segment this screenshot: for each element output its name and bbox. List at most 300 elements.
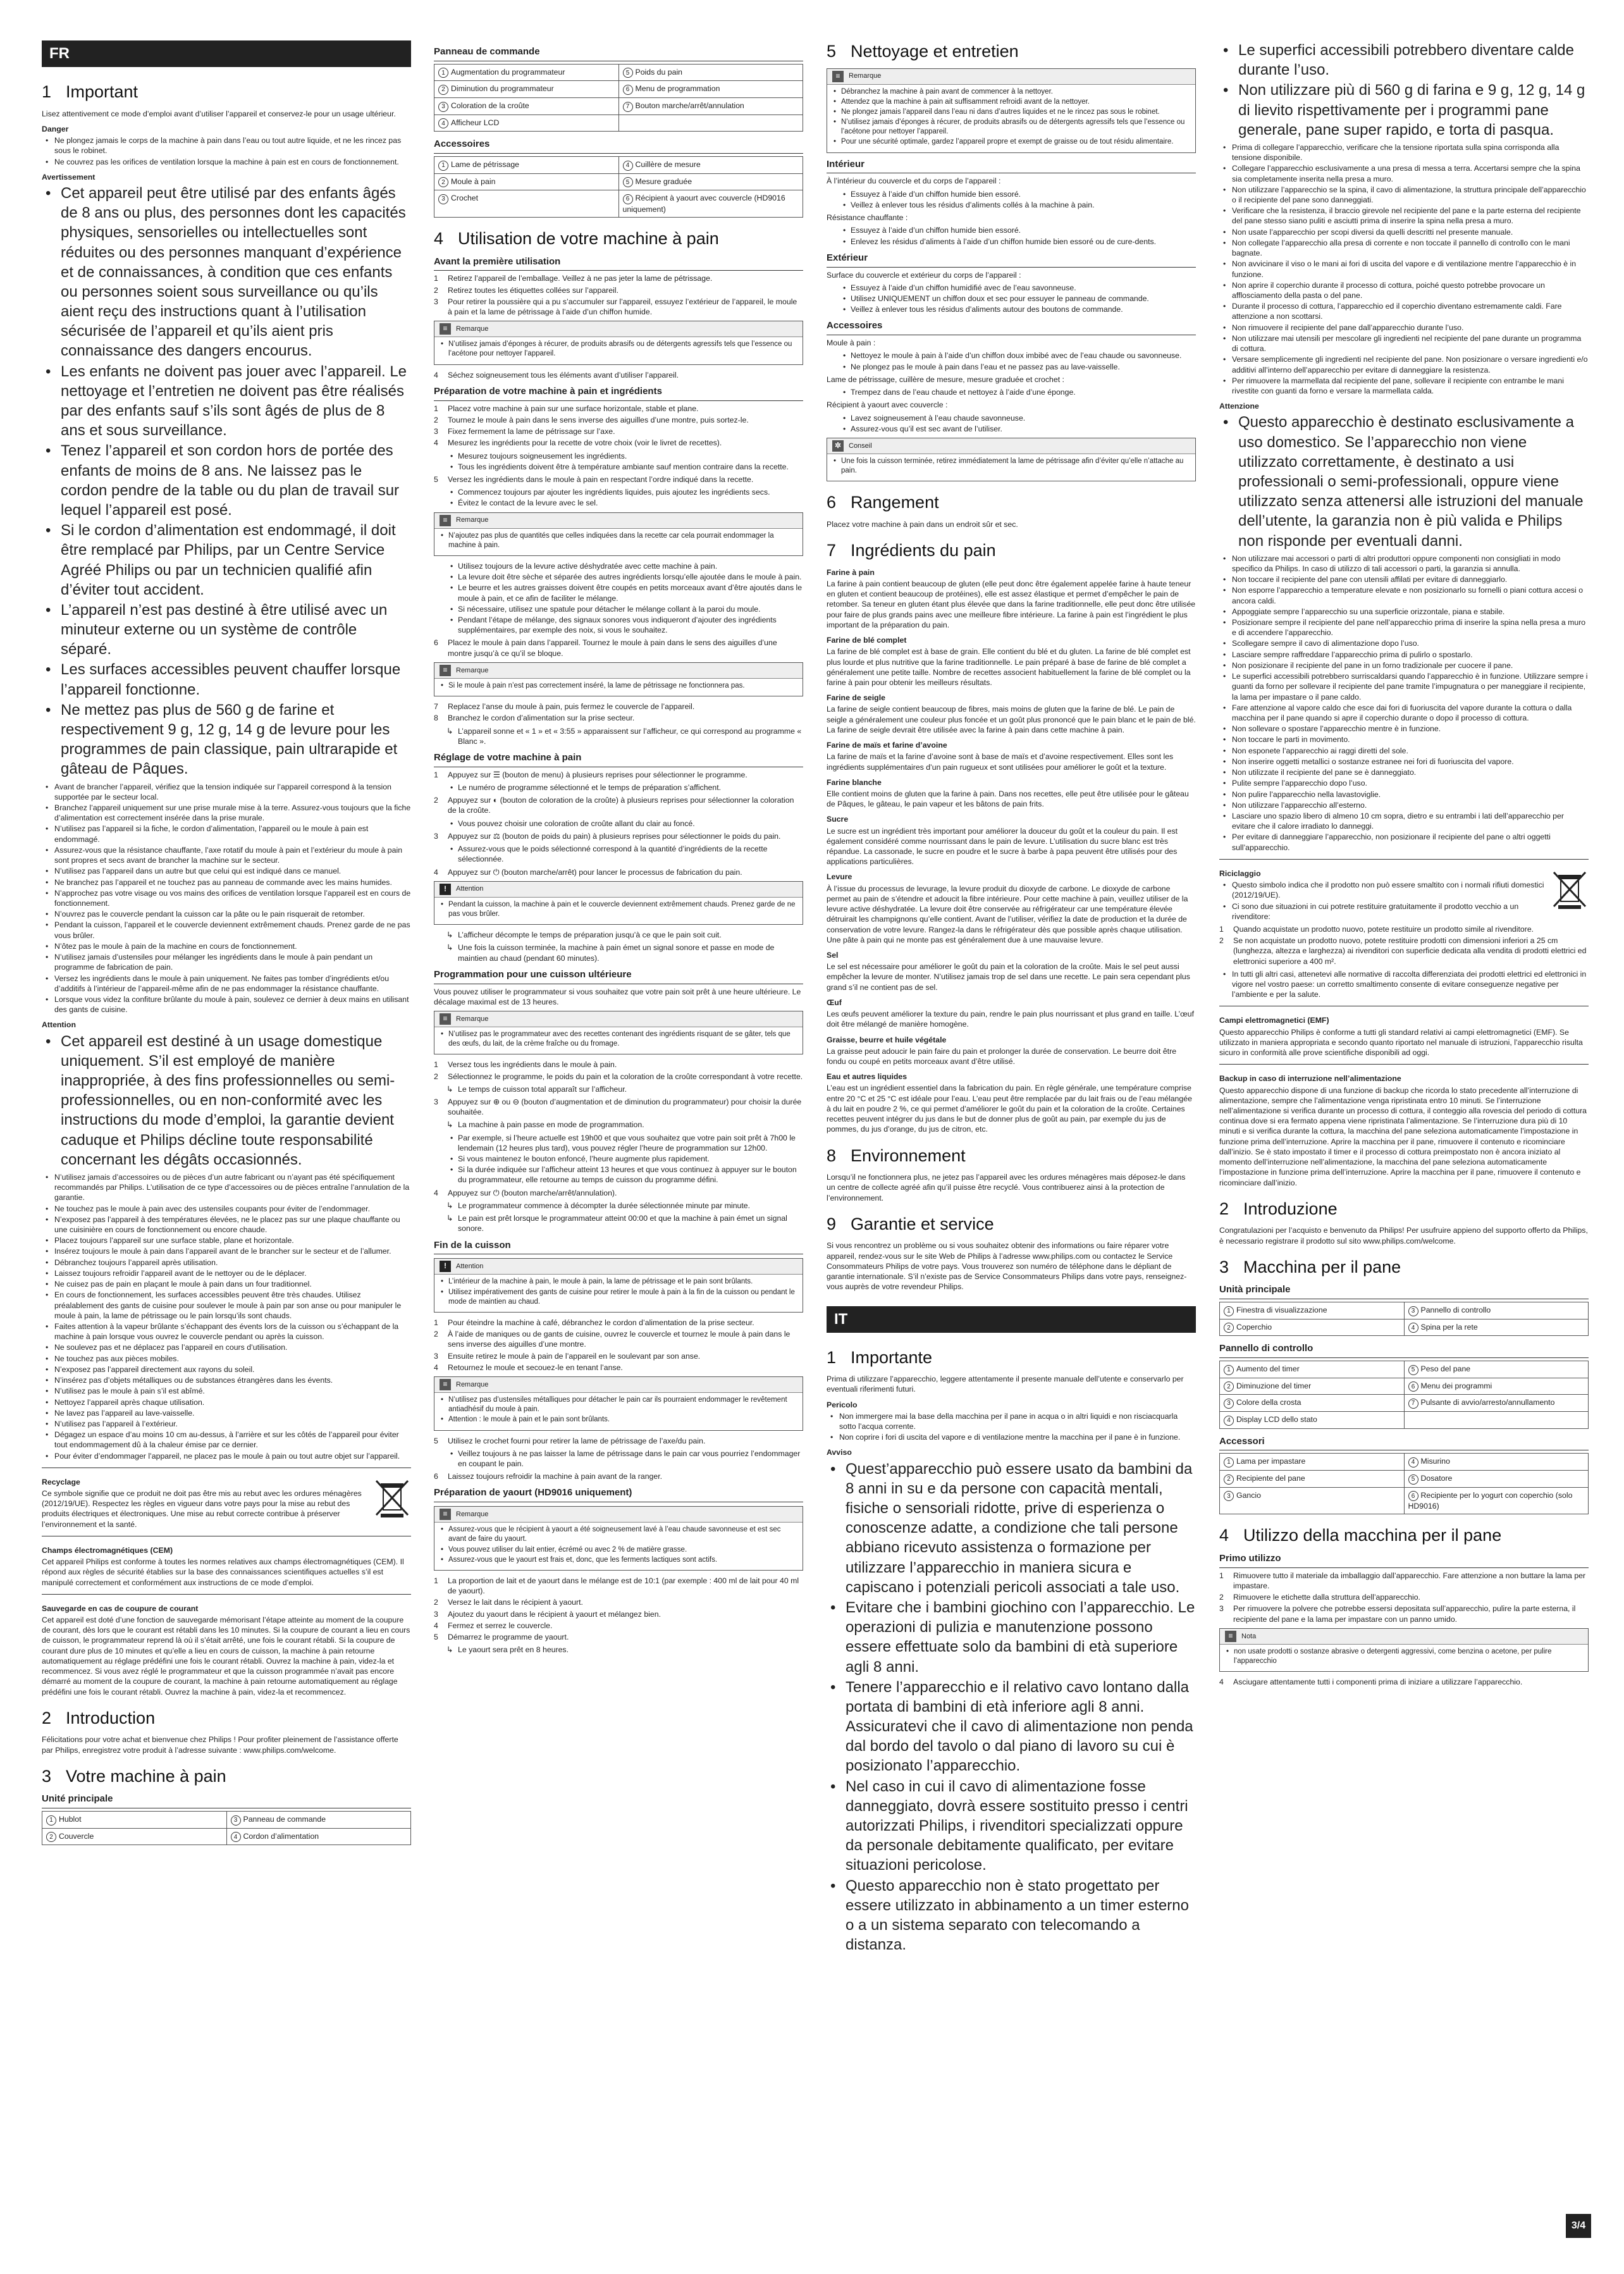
storage-text: Placez votre machine à pain dans un endroit sûr et sec. xyxy=(827,519,1018,529)
language-code: FR xyxy=(49,45,70,62)
list-item: • Si la durée indiquée sur l’afficheur atteint 13 heures et que vous continuez à appuyer sur le bouton du programmateur, elle retourne au temps de cuisson du programme défini. xyxy=(434,1165,803,1185)
table-row: 1 Hublot 3 Panneau de commande xyxy=(42,1812,411,1829)
table-row: 2 Diminution du programmateur 6 Menu de programmation xyxy=(434,81,803,98)
step: 4 Fermez et serrez le couvercle. xyxy=(434,1621,553,1630)
intro-text: Prima di utilizzare l’apparecchio, leggere attentamente il presente manuale dell’utente e conservarlo per eventuali riferimenti futuri. xyxy=(827,1375,1184,1394)
note-box: ≡ Remarque • N’ajoutez pas plus de quantités que celles indiquées dans la recette car cela pourrait endommager la machine à pain. xyxy=(434,512,803,556)
ingredient-heading: Sucre xyxy=(827,815,849,824)
step: 2 Tournez le moule à pain dans le sens inverse des aiguilles d’une montre, puis sortez-le. xyxy=(434,415,749,424)
preparation-heading: Préparation de votre machine à pain et ingrédients xyxy=(434,385,803,401)
backup-heading: Backup in caso di interruzione nell’alimentazione xyxy=(1219,1074,1401,1084)
intro-text: Lisez attentivement ce mode d’emploi avant d’utiliser l’appareil et conservez-le pour un usage ultérieur. xyxy=(42,109,396,118)
list-item: • Nettoyez le moule à pain à l’aide d’un chiffon doux imbibé avec de l’eau chaude ou savonneuse. xyxy=(827,350,1196,361)
list-item: • Non rimuovere il recipiente del pane dall’apparecchio durante l’uso. xyxy=(1219,323,1589,333)
result-text: ↳ L’appareil sonne et « 1 » et « 3:55 » apparaissent sur l’afficheur, ce qui correspond au programme « Blanc ». xyxy=(434,726,803,746)
language-bar-fr xyxy=(42,40,411,67)
danger-list xyxy=(42,135,411,167)
step: 4 Asciugare attentamente tutti i componenti prima di iniziare a utilizzare l’apparecchio. xyxy=(1219,1678,1523,1687)
list-item: • N’exposez pas l’appareil directement aux rayons du soleil. xyxy=(42,1364,411,1375)
result-text: ↳ Le pain est prêt lorsque le programmateur atteint 00:00 et que la machine à pain émet un signal sonore. xyxy=(434,1213,803,1233)
environment-text: Lorsqu’il ne fonctionnera plus, ne jetez pas l’appareil avec les ordures ménagères mais déposez-le dans un centre de collecte agréé afin qu’il puisse être recyclé. Vous contribuerez ainsi à la protection de l’environnement. xyxy=(827,1173,1186,1202)
list-item: • Les surfaces accessibles peuvent chauffer lorsque l’appareil fonctionne. xyxy=(42,660,411,699)
note-icon: ≡ xyxy=(1225,1631,1236,1642)
list-item: • Non utilizzare mai accessori o parti di altri produttori oppure componenti non consigliati in modo specifico da Philips. In caso di utilizzo di tali accessori o parti, la garanzia si annulla. xyxy=(1219,553,1589,574)
ingredient-text: La graisse peut adoucir le pain faire du pain et prolonger la durée de conservation. Le beurre doit être fondu ou coupé en petits morceaux avant d’être utilisé. xyxy=(827,1046,1177,1066)
step: 3 Appuyez sur ⊕ ou ⊖ (bouton d’augmentation et de diminution du programmateur) pour choisir la durée souhaitée. xyxy=(434,1097,802,1117)
list-item: • Le numéro de programme sélectionné et le temps de préparation s’affichent. xyxy=(434,782,803,793)
step: 3 Per rimuovere la polvere che potrebbe essersi depositata sull’apparecchio, pulire la parte esterna, il recipiente del pane e la lama per impastare con un panno umido. xyxy=(1219,1604,1576,1624)
table-row: 3 Crochet 6 Récipient à yaourt avec couvercle (HD9016 uniquement) xyxy=(434,190,803,218)
ingredient-heading: Graisse, beurre et huile végétale xyxy=(827,1035,947,1044)
yogurt-heading: Préparation de yaourt (HD9016 uniquement) xyxy=(434,1486,803,1502)
paragraph: Lame de pétrissage, cuillère de mesure, mesure graduée et crochet : xyxy=(827,374,1064,384)
main-unit-heading: Unità principale xyxy=(1219,1283,1589,1299)
note-box: ≡ Remarque • N’utilisez jamais d’éponges à récurer, de produits abrasifs ou de détergents agressifs tels que l’essence ou l’acétone pour nettoyer l’appareil. xyxy=(434,321,803,364)
list-item: • Collegare l’apparecchio esclusivamente a una presa di messa a terra. Accertarsi sempre che la spina sia completamente inserita nella presa a muro. xyxy=(1219,163,1589,183)
list-item: • Veillez toujours à ne pas laisser la lame de pétrissage dans le pain car vous pourriez l’endommager en coupant le pain. xyxy=(434,1449,803,1469)
step: 3 Pour retirer la poussière qui a pu s’accumuler sur l’appareil, essuyez l’extérieur de l’appareil, le moule à pain et la lame de pétrissage à l’aide d’un chiffon humide. xyxy=(434,297,797,317)
step: 1 Versez tous les ingrédients dans le moule à pain. xyxy=(434,1060,617,1070)
step: 3 Ensuite retirez le moule à pain de l’appareil en le soulevant par son anse. xyxy=(434,1351,701,1361)
list-item: • Enlevez les résidus d’aliments à l’aide d’un chiffon humide bien essoré ou de cure-dents. xyxy=(827,237,1196,247)
delay-timer-text: Vous pouvez utiliser le programmateur si vous souhaitez que votre pain soit prêt à une heure ultérieure. Le décalage maximal est de 13 heures. xyxy=(434,987,801,1006)
list-item: • Non posizionare il recipiente del pane in un forno tradizionale per cuocere il pane. xyxy=(1219,660,1589,670)
backup-section xyxy=(42,1594,411,1697)
warning-heading: Avviso xyxy=(827,1448,852,1457)
language-bar-it xyxy=(827,1306,1196,1333)
note-box: ≡ Remarque • Si le moule à pain n’est pas correctement inséré, la lame de pétrissage ne fonctionnera pas. xyxy=(434,662,803,696)
list-item: • Trempez dans de l’eau chaude et nettoyez à l’aide d’une éponge. xyxy=(827,387,1196,397)
step: 3 Fixez fermement la lame de pétrissage sur l’axe. xyxy=(434,427,615,436)
list-item: • Ne branchez pas l’appareil et ne touchez pas au panneau de commande avec les mains humides. xyxy=(42,877,411,887)
emf-heading: Campi elettromagnetici (EMF) xyxy=(1219,1016,1329,1025)
list-item: • Non esporre l’apparecchio a temperature elevate e non posizionarlo su fornelli o piani cottura accesi o ancora caldi. xyxy=(1219,585,1589,605)
ingredient-text: La farine à pain contient beaucoup de gluten (elle peut donc être également appelée farine à haute teneur en gluten et contient beaucoup de protéines), elle est assez élastique et permet d’empêcher le pain de retomber. Sa teneur en gluten étant plus élevée que dans la farine traditionnelle, elle peut donc être utilisée pour faire de plus grands pains avec une meilleure fibre intérieure. La farine à pain est l’ingrédient le plus important de la préparation du pain. xyxy=(827,579,1196,629)
backup-text: Questo apparecchio dispone di una funzione di backup che ricorda lo stato precedente all’interruzione di alimentazione, sempre che l’alimentazione venga ripristinata entro 10 minuti. Se l’interruzione nell’alimentazione si verifica durante un processo di cottura, il conteggio alla rovescia del periodo di cottura continua dove si era fermato appena viene ripristinata l’alimentazione. Se l’interruzione dura più di 10 minuti e si verifica durante la cottura, la macchina del pane seleziona automaticamente l’impostazione in funzione prima dell’interruzione. Aprire la macchina per il pane, rimuovere il contenuto e ricominciare dall’inizio. Se è stato impostato il timer e il processo di cottura preimpostato non è ancora iniziato al momento dell’interruzione nell’alimentazione, la macchina del pane seleziona automaticamente l’impostazione in funzione prima dell’interruzione. Aprire la macchina per il pane, rimuovere il contenuto e ricominciare dall’inizio. xyxy=(1219,1085,1587,1187)
section-heading: 9 Garantie et service xyxy=(827,1214,994,1233)
control-panel-table xyxy=(1219,1361,1589,1428)
tip-box: ✲ Conseil • Une fois la cuisson terminée, retirez immédiatement la lame de pétrissage afin d’éviter qu’elle n’attache au pain. xyxy=(827,438,1196,481)
list-item: • Pendant la cuisson, la machine à pain et le couvercle deviennent extrêmement chauds. Prenez garde de ne pas vous brûler. xyxy=(440,900,797,919)
recycling-heading: Recyclage xyxy=(42,1477,80,1486)
list-item: • N’utilisez pas l’appareil à l’extérieur. xyxy=(42,1419,411,1429)
list-item: • Essuyez à l’aide d’un chiffon humide bien essoré. xyxy=(827,225,1196,235)
list-item: • Utilisez UNIQUEMENT un chiffon doux et sec pour essuyer le panneau de commande. xyxy=(827,294,1196,304)
list-item: • Versez les ingrédients dans le moule à pain uniquement. Ne faites pas tomber d’ingrédients et/ou d’additifs à l’intérieur de l’appareil-même afin de ne pas endommager la résistance chauffante. xyxy=(42,973,411,994)
list-item: • Non coprire i fori di uscita del vapore e di ventilazione mentre la macchina per il pane è in funzione. xyxy=(827,1432,1196,1442)
list-item: • Non utilizzate il recipiente del pane se è danneggiato. xyxy=(1219,767,1589,777)
step: 5 Utilisez le crochet fourni pour retirer la lame de pétrissage de l’axe/du pain. xyxy=(434,1436,706,1445)
main-unit-heading: Unité principale xyxy=(42,1793,411,1808)
note-icon: ≡ xyxy=(832,71,844,82)
ingredient-heading: Farine blanche xyxy=(827,777,882,787)
list-item: • Si le cordon d’alimentation est endommagé, il doit être remplacé par Philips, par un Centre Service Agréé Philips ou par un technicien qualifié afin d’éviter tout accident. xyxy=(42,521,411,600)
recycling-heading: Riciclaggio xyxy=(1219,868,1261,878)
ingredient-text: À l’issue du processus de levurage, la levure produit du dioxyde de carbone. Le dioxyde de carbone permet au pain de s’étendre et adoucit la fibre intérieure. Pour cette machine à pain, veuillez utiliser de la levure active déshydratée. La levure doit être conservée au réfrigérateur car une température élevée détruirait les champignons qu’elle contient. Avant de l’utiliser, vérifiez la date de production et la durée de conservation de votre levure. Rangez-la dans le réfrigérateur dès que possible après chaque utilisation. Une pâte à pain qui ne monte pas est généralement due à une mauvaise levure. xyxy=(827,884,1188,944)
recycling-text: Ce symbole signifie que ce produit ne doit pas être mis au rebut avec les ordures ménagères (2012/19/UE). Respectez les règles en vigueur dans votre pays pour la mise au rebut des produits électriques et électroniques. Une mise au rebut correcte contribue à préserver l’environnement et la santé. xyxy=(42,1489,362,1529)
warranty-text: Si vous rencontrez un problème ou si vous souhaitez obtenir des informations ou faire réparer votre appareil, rendez-vous sur le site Web de Philips à l’adresse www.philips.com ou contactez le Service Consommateurs Philips de votre pays. Vous trouverez son numéro de téléphone dans le dépliant de garantie internationale. S’il n’existe pas de Service Consommateurs Philips dans votre pays, renseignez-vous auprès de votre revendeur Philips. xyxy=(827,1241,1187,1292)
list-item: • non usate prodotti o sostanze abrasive o detergenti aggressivi, come benzina o acetone, per pulire l’apparecchio xyxy=(1225,1647,1583,1666)
column-2 xyxy=(434,40,803,1657)
list-item: • Commencez toujours par ajouter les ingrédients liquides, puis ajoutez les ingrédients secs. xyxy=(434,487,803,497)
section-heading: 8 Environnement xyxy=(827,1146,966,1165)
note-box: ≡ Nota • non usate prodotti o sostanze abrasive o detergenti aggressivi, come benzina o acetone, per pulire l’apparecchio xyxy=(1219,1628,1589,1672)
control-panel-table xyxy=(434,64,803,132)
step: 2 Appuyez sur ◐ (bouton de coloration de la croûte) à plusieurs reprises pour sélectionner la coloration de la croûte. xyxy=(434,796,794,815)
ingredient-text: La farine de seigle contient beaucoup de fibres, mais moins de gluten que la farine de blé. Le pain de seigle a généralement une couleur plus foncée et un goût plus prononcé que le pain blanc et le pain de blé. La farine de seigle devrait être utilisée avec la farine à pain dans cette machine à pain. xyxy=(827,705,1196,734)
list-item: • Les enfants ne doivent pas jouer avec l’appareil. Le nettoyage et l’entretien ne doivent pas être réalisés par des enfants sauf s’ils sont âgés de plus de 8 ans et sous surveillance. xyxy=(42,362,411,441)
table-row: 2 Diminuzione del timer 6 Menu dei programmi xyxy=(1220,1378,1589,1395)
list-item: • Cet appareil peut être utilisé par des enfants âgés de 8 ans ou plus, des personnes dont les capacités physiques, sensorielles ou intellectuelles sont réduites ou des personnes manquant d’expérience et de connaissances, à condition que ces enfants ou personnes soient sous surveillance ou qu’ils aient reçu des instructions quant à l’utilisation sécurisée de l’appareil et qu’ils aient pris connaissance des dangers encourus. xyxy=(42,183,411,361)
step: 1 Quando acquistate un prodotto nuovo, potete restituire un prodotto simile al rivenditore. xyxy=(1219,924,1534,934)
list-item: • Lasciare sempre raffreddare l’apparecchio prima di pulirlo o spostarlo. xyxy=(1219,650,1589,660)
list-item: • L’appareil n’est pas destiné à être utilisé avec un minuteur externe ou un système de contrôle séparé. xyxy=(42,600,411,660)
list-item: • Veillez à enlever tous les résidus d’aliments autour des boutons de commande. xyxy=(827,304,1196,314)
list-item: • Assurez-vous que le yaourt est frais et, donc, que les ferments lactiques sont actifs. xyxy=(440,1555,797,1565)
ingredient-text: L’eau est un ingrédient essentiel dans la fabrication du pain. En règle générale, une température comprise entre 20 °C et 25 °C est idéale pour l’eau. L’eau peut être remplacée par du lait frais ou de l’eau mélangée à du lait en poudre 2 %, ce qui permet d’améliorer le goût du pain et la coloration de la croûte. Certaines recettes peuvent intégrer du jus dans le but de donner plus de goût au pain, par exemple du jus de pommes, du jus d’orange, du jus de citron, etc. xyxy=(827,1084,1192,1134)
step: 1 Placez votre machine à pain sur une surface horizontale, stable et plane. xyxy=(434,404,699,413)
list-item: • En cours de fonctionnement, les surfaces accessibles peuvent être très chaudes. Utilisez préalablement des gants de cuisine pour soulever le moule à pain par son anse ou pour manipuler le moule à pain, la lame de pétrissage ou le pain lorsqu’ils sont chauds. xyxy=(42,1290,411,1321)
list-item: • Non collegate l’apparecchio alla presa di corrente e non toccate il pannello di controllo con le mani bagnate. xyxy=(1219,238,1589,258)
list-item: • Posizionare sempre il recipiente del pane nell’apparecchio prima di inserire la spina nella presa a muro e di accendere l’apparecchio. xyxy=(1219,617,1589,638)
list-item: • Essuyez à l’aide d’un chiffon humide bien essoré. xyxy=(827,189,1196,199)
list-item: • N’utilisez jamais d’accessoires ou de pièces d’un autre fabricant ou n’ayant pas été spécifiquement recommandés par Philips. L’utilisation de ce type d’accessoires ou de pièces entraîne l’annulation de la garantie. xyxy=(42,1172,411,1203)
list-item: • Lavez soigneusement à l’eau chaude savonneuse. xyxy=(827,413,1196,423)
list-item: • Non esponete l’apparecchio ai raggi diretti del sole. xyxy=(1219,746,1589,756)
warning-heading: Avertissement xyxy=(42,172,95,182)
list-item: • Non sollevare o spostare l’apparecchio mentre è in funzione. xyxy=(1219,724,1589,734)
ingredient-text: Le sucre est un ingrédient très important pour améliorer la douceur du goût et la couleur du pain. Il est également considéré comme nourrissant dans le pain de levure. L’utilisation du sucre blanc est très répandue. La cassonade, le sucre en poudre et le sucre à barbe à papa peuvent être utilisés pour des applications particulières. xyxy=(827,826,1178,867)
list-item: • Le superfici accessibili potrebbero diventare calde durante l’uso. xyxy=(1219,40,1589,80)
list-item: • Le beurre et les autres graisses doivent être coupés en petits morceaux avant d’être ajoutés dans le moule à pain, et ce afin de faciliter le mélange. xyxy=(434,583,803,603)
caution-heading: Attention xyxy=(42,1020,76,1030)
list-item: • Ne lavez pas l’appareil au lave-vaisselle. xyxy=(42,1408,411,1418)
ingredient-heading: Farine de blé complet xyxy=(827,636,907,645)
exclamation-icon: ! xyxy=(440,1261,451,1272)
list-item: • Questo apparecchio è destinato esclusivamente a uso domestico. Se l’apparecchio non viene utilizzato correttamente, è destinato a usi professionali o semi-professionali, oppure viene utilizzato senza attenersi alle istruzioni del manuale dell’utente, la garanzia non è più valida e Philips non risponde per eventuali danni. xyxy=(1219,412,1589,550)
warning-list-large xyxy=(42,183,411,779)
ingredient-heading: Farine de maïs et farine d’avoine xyxy=(827,741,947,750)
paragraph: Résistance chauffante : xyxy=(827,213,908,223)
interior-heading: Intérieur xyxy=(827,158,1196,174)
list-item: • N’utilisez jamais d’éponges à récurer, de produits abrasifs ou de détergents agressifs tels que l’essence ou l’acétone pour nettoyer l’appareil. xyxy=(440,340,797,359)
note-box: ≡ Remarque • Débranchez la machine à pain avant de commencer à la nettoyer. • Attendez que la machine à pain ait suffisamment refroidi avant de la nettoyer. • Ne plongez jamais l’appareil dans l’eau ni dans d’autres liquides et ne le rincez pas sous le robinet. • N’utilisez jamais d’éponges à récurer, de produits abrasifs ou de détergents agressifs tels que l’essence ou l’acétone pour nettoyer l’appareil. • Pour une sécurité optimale, gardez l’appareil propre et exempt de graisse ou de tout résidu alimentaire. xyxy=(827,68,1196,153)
list-item: • Si le moule à pain n’est pas correctement inséré, la lame de pétrissage ne fonctionnera pas. xyxy=(440,681,797,691)
list-item: • Ne soulevez pas et ne déplacez pas l’appareil en cours d’utilisation. xyxy=(42,1342,411,1352)
tip-icon: ✲ xyxy=(832,440,844,452)
list-item: • Le superfici accessibili potrebbero surriscaldarsi quando l’apparecchio è in funzione. Utilizzare sempre i guanti da forno per sollevare il recipiente del pane tramite l’impugnatura o per maneggiare il recipiente, la lama per impastare o il pane caldo. xyxy=(1219,671,1589,702)
list-item: • Tenez l’appareil et son cordon hors de portée des enfants de moins de 8 ans. Ne laissez pas le cordon pendre de la table ou du plan de travail sur lequel l’appareil est posé. xyxy=(42,441,411,520)
list-item: • Attention : le moule à pain et le pain sont brûlants. xyxy=(440,1415,797,1424)
list-item: • N’utilisez pas le programmateur avec des recettes contenant des ingrédients risquant de se gâter, tels que des œufs, du lait, de la crème fraîche ou du fromage. xyxy=(440,1030,797,1049)
list-item: • Ne cuisez pas de pain en plaçant le moule à pain dans un four traditionnel. xyxy=(42,1279,411,1289)
ingredient-heading: Eau et autres liquides xyxy=(827,1072,907,1082)
list-item: • Questo simbolo indica che il prodotto non può essere smaltito con i normali rifiuti domestici (2012/19/UE). xyxy=(1219,880,1544,900)
control-panel-heading: Panneau de commande xyxy=(434,46,803,61)
list-item: • Pour une sécurité optimale, gardez l’appareil propre et exempt de graisse ou de tout résidu alimentaire. xyxy=(832,137,1190,147)
list-item: • Essuyez à l’aide d’un chiffon humidifié avec de l’eau savonneuse. xyxy=(827,283,1196,293)
table-row: 3 Colore della crosta 7 Pulsante di avvio/arresto/annullamento xyxy=(1220,1395,1589,1412)
list-item: • Fare attenzione al vapore caldo che esce dai fori di fuoriuscita del vapore durante la cottura o dalla macchina per il pane quando si apre il coperchio durante o dopo il processo di cottura. xyxy=(1219,703,1589,723)
backup-heading: Sauvegarde en cas de coupure de courant xyxy=(42,1604,199,1613)
warning-list xyxy=(42,782,411,1015)
list-item: • Utilisez impérativement des gants de cuisine pour retirer le moule à pain à la fin de la cuisson ou pendant le mode de maintien au chaud. xyxy=(440,1288,797,1307)
step: 4 Appuyez sur ⏻ (bouton marche/arrêt/annulation). xyxy=(434,1188,617,1197)
step: 1 Appuyez sur ☰ (bouton de menu) à plusieurs reprises pour sélectionner le programme. xyxy=(434,770,747,779)
accessories-table xyxy=(1219,1453,1589,1514)
table-row: 2 Recipiente del pane 5 Dosatore xyxy=(1220,1470,1589,1487)
caution-list-large xyxy=(42,1032,411,1170)
table-row: 1 Lame de pétrissage 4 Cuillère de mesure xyxy=(434,156,803,173)
list-item: • Per evitare di danneggiare l’apparecchio, non posizionare il recipiente del pane o altri oggetti sull’apparecchio. xyxy=(1219,832,1589,852)
attention-box: ! Attention • Pendant la cuisson, la machine à pain et le couvercle deviennent extrêmement chauds. Prenez garde de ne pas vous brûler. xyxy=(434,881,803,925)
accessories-heading: Accessoires xyxy=(434,138,803,154)
list-item: • Mesurez toujours soigneusement les ingrédients. xyxy=(434,451,803,461)
list-item: • Ne mettez pas plus de 560 g de farine et respectivement 9 g, 12 g, 14 g de levure pour les programmes de pain classique, pain ultrarapide et gâteau de Pâques. xyxy=(42,700,411,779)
introduction-text: Congratulazioni per l’acquisto e benvenuto da Philips! Per usufruire appieno del supporto offerto da Philips, è necessario registrare il prodotto sul sito www.philips.com/welcome. xyxy=(1219,1226,1588,1245)
list-item: • Non toccare il recipiente del pane con utensili affilati per evitare di danneggiarlo. xyxy=(1219,574,1589,584)
list-item: • Pulite sempre l’apparecchio dopo l’uso. xyxy=(1219,778,1589,788)
list-item: • N’utilisez jamais d’éponges à récurer, de produits abrasifs ou de détergents agressifs tels que l’essence ou l’acétone pour nettoyer l’appareil. xyxy=(832,118,1190,137)
result-text: ↳ Le programmateur commence à décompter la durée sélectionnée minute par minute. xyxy=(434,1201,803,1211)
list-item: • Si vous maintenez le bouton enfoncé, l’heure augmente plus rapidement. xyxy=(434,1154,803,1164)
list-item: • N’utilisez pas l’appareil dans un autre but que celui qui est indiqué dans ce manuel. xyxy=(42,866,411,876)
ingredient-text: Les œufs peuvent améliorer la texture du pain, rendre le pain plus nourrissant et plus grand en taille. L’œuf doit être mélangé de manière homogène. xyxy=(827,1010,1195,1029)
table-row: 4 Afficheur LCD xyxy=(434,114,803,132)
list-item: • Dégagez un espace d’au moins 10 cm au-dessus, à l’arrière et sur les côtés de l’appareil pour éviter tout endommagement dû à la chaleur émise par ce dernier. xyxy=(42,1430,411,1450)
caution-list xyxy=(42,1172,411,1461)
list-item: • Evitare che i bambini giochino con l’apparecchio. Le operazioni di pulizia e manutenzione possono essere effettuate solo da bambini di età superiore agli 8 anni. xyxy=(827,1598,1196,1677)
list-item: • Ne touchez pas le moule à pain avec des ustensiles coupants pour éviter de l’endommager. xyxy=(42,1204,411,1214)
first-use-steps xyxy=(434,273,803,317)
list-item: • N’approchez pas votre visage ou vos mains des orifices de ventilation lorsque l’appareil est en cours de fonctionnement. xyxy=(42,888,411,908)
section-heading: 2 Introduzione xyxy=(1219,1199,1338,1218)
accessories-table xyxy=(434,156,803,218)
ingredient-text: Elle contient moins de gluten que la farine à pain. Dans nos recettes, elle peut être utilisée pour le gâteau de Pâques, le gâteau, le pain vapeur et les bâtons de pain frits. xyxy=(827,789,1189,809)
list-item: • Versare semplicemente gli ingredienti nel recipiente del pane. Non posizionare o versare ingredienti e/o additivi all’interno dell’apparecchio per evitare di danneggiare la resistenza. xyxy=(1219,354,1589,374)
note-icon: ≡ xyxy=(440,515,451,526)
list-item: • Assurez-vous qu’il est sec avant de l’utiliser. xyxy=(827,424,1196,434)
emf-section xyxy=(42,1536,411,1588)
step: 6 Laissez toujours refroidir la machine à pain avant de la ranger. xyxy=(434,1472,663,1481)
list-item: • Vous pouvez utiliser du lait entier, écrémé ou avec 2 % de matière grasse. xyxy=(440,1545,797,1555)
attention-box: ! Attention • L’intérieur de la machine à pain, le moule à pain, la lame de pétrissage et le pain sont brûlants. • Utilisez impérativement des gants de cuisine pour retirer le moule à pain à la fin de la cuisson ou pendant le mode de maintien au chaud. xyxy=(434,1258,803,1313)
list-item: • Pendant l’étape de mélange, des signaux sonores vous indiqueront d’ajouter des ingrédients supplémentaires, par exemple des noix, si vous le souhaitez. xyxy=(434,615,803,635)
note-box: ≡ Remarque • N’utilisez pas le programmateur avec des recettes contenant des ingrédients risquant de se gâter, tels que des œufs, du lait, de la crème fraîche ou du fromage. xyxy=(434,1011,803,1054)
control-panel-heading: Pannello di controllo xyxy=(1219,1342,1589,1358)
result-text: ↳ Une fois la cuisson terminée, la machine à pain émet un signal sonore et passe en mode de maintien au chaud (pendant 60 minutes). xyxy=(434,942,803,963)
list-item: • Avant de brancher l’appareil, vérifiez que la tension indiquée sur l’appareil correspond à la tension supportée par le secteur local. xyxy=(42,782,411,802)
list-item: • Appoggiate sempre l’apparecchio su una superficie orizzontale, piana e stabile. xyxy=(1219,607,1589,617)
emf-text: Cet appareil Philips est conforme à toutes les normes relatives aux champs électromagnétiques (CEM). Il répond aux règles de sécurité établies sur la base des connaissances scientifiques actuelles s’il est manipulé correctement et conformément aux instructions de ce mode d’emploi. xyxy=(42,1557,404,1587)
table-row: 1 Aumento del timer 5 Peso del pane xyxy=(1220,1361,1589,1378)
settings-heading: Réglage de votre machine à pain xyxy=(434,751,803,767)
list-item: • Utilisez toujours de la levure active déshydratée avec cette machine à pain. xyxy=(434,561,803,571)
section-heading: 4 Utilizzo della macchina per il pane xyxy=(1219,1526,1502,1545)
crossed-bin-icon xyxy=(373,1476,411,1520)
step: 5 Démarrez le programme de yaourt. xyxy=(434,1632,569,1641)
table-row: 2 Couvercle 4 Cordon d’alimentation xyxy=(42,1828,411,1845)
first-use-heading: Primo utilizzo xyxy=(1219,1552,1589,1568)
page-number: 3/4 xyxy=(1566,2214,1591,2238)
list-item: • Non usate l’apparecchio per scopi diversi da quelli descritti nel presente manuale. xyxy=(1219,227,1589,237)
list-item: • Non inserire oggetti metallici o sostanze estranee nei fori di fuoriuscita del vapore. xyxy=(1219,757,1589,767)
ingredient-text: La farine de blé complet est à base de grain. Elle contient du blé et du gluten. La farine de blé complet est plus lourde et plus nutritive que la farine traditionnelle. Le pain préparé à base de farine de blé complet a généralement une petite taille. Nombre de recettes associent habituellement la farine de blé complet ou la farine à pain pour obtenir les meilleurs résultats. xyxy=(827,647,1191,687)
table-row: 4 Display LCD dello stato xyxy=(1220,1412,1589,1429)
list-item: • Non utilizzare l’apparecchio all’esterno. xyxy=(1219,800,1589,810)
delay-timer-heading: Programmation pour une cuisson ultérieure xyxy=(434,968,803,984)
list-item: • L’intérieur de la machine à pain, le moule à pain, la lame de pétrissage et le pain sont brûlants. xyxy=(440,1277,797,1287)
result-text: ↳ L’afficheur décompte le temps de préparation jusqu’à ce que le pain soit cuit. xyxy=(434,930,803,940)
list-item: • Ne plongez jamais l’appareil dans l’eau ni dans d’autres liquides et ne le rincez pas sous le robinet. xyxy=(832,108,1190,117)
list-item: • Une fois la cuisson terminée, retirez immédiatement la lame de pétrissage afin d’éviter qu’elle n’attache au pain. xyxy=(832,457,1190,476)
table-row: 1 Finestra di visualizzazione 3 Pannello di controllo xyxy=(1220,1302,1589,1319)
list-item: • Non pulire l’apparecchio nella lavastoviglie. xyxy=(1219,789,1589,800)
list-item: • Nettoyez l’appareil après chaque utilisation. xyxy=(42,1397,411,1407)
step: 1 La proportion de lait et de yaourt dans le mélange est de 10:1 (par exemple : 400 ml de lait pour 40 ml de yaourt). xyxy=(434,1576,799,1596)
step: 2 Se non acquistate un prodotto nuovo, potete restituire prodotti con dimensioni inferiori a 25 cm (lunghezza, altezza e larghezza) ai rivenditori con superficie dedicata alla vendita di prodotti elettrici ed elettronici superiore a 400 m². xyxy=(1219,936,1587,966)
list-item: • Ne couvrez pas les orifices de ventilation lorsque la machine à pain est en cours de fonctionnement. xyxy=(42,157,411,167)
step: 4 Appuyez sur ⏻ (bouton marche/arrêt) pour lancer le processus de fabrication du pain. xyxy=(434,867,742,877)
list-item: • Prima di collegare l’apparecchio, verificare che la tensione riportata sulla spina corrisponda alla tensione disponibile. xyxy=(1219,142,1589,163)
section-heading: 6 Rangement xyxy=(827,493,939,512)
list-item: • Cet appareil est destiné à un usage domestique uniquement. S’il est employé de manière inappropriée, à des fins professionnelles ou semi-professionnelles, ou en non-conformité avec les instructions du mode d’emploi, la garantie devient caduque et Philips décline toute responsabilité concernant les dégâts occasionnés. xyxy=(42,1032,411,1170)
list-item: • Verificare che la resistenza, il braccio girevole nel recipiente del pane e la parte esterna del recipiente del pane stesso siano puliti e asciutti prima di inserire la spina nella presa a muro. xyxy=(1219,206,1589,226)
section-heading: 3 Votre machine à pain xyxy=(42,1766,226,1786)
list-item: • Assurez-vous que la résistance chauffante, l’axe rotatif du moule à pain et l’extérieur du moule à pain sont propres et secs avant de brancher la machine sur le secteur. xyxy=(42,845,411,865)
step: 6 Placez le moule à pain dans l’appareil. Tournez le moule à pain dans le sens des aiguilles d’une montre jusqu’à ce qu’il se bloque. xyxy=(434,638,777,658)
ingredient-text: Le sel est nécessaire pour améliorer le goût du pain et la coloration de la croûte. Mais le sel peut aussi empêcher la levure de monter. N’utilisez jamais trop de sel dans une recette. Le pain sera cependant plus grand s’il ne contient pas de sel. xyxy=(827,962,1190,992)
yogurt-steps xyxy=(434,1576,803,1642)
step: 1 Rimuovere tutto il materiale da imballaggio dall’apparecchio. Fare attenzione a non buttare la lama per impastare. xyxy=(1219,1571,1586,1591)
accessories-cleaning-heading: Accessoires xyxy=(827,319,1196,335)
list-item: • Scollegare sempre il cavo di alimentazione dopo l’uso. xyxy=(1219,638,1589,648)
step: 4 Retournez le moule et secouez-le en tenant l’anse. xyxy=(434,1363,623,1372)
note-icon: ≡ xyxy=(440,323,451,335)
main-unit-table xyxy=(42,1811,411,1845)
emf-section xyxy=(1219,1006,1589,1058)
table-row: 2 Coperchio 4 Spina per la rete xyxy=(1220,1319,1589,1336)
step: 5 Versez les ingrédients dans le moule à pain en respectant l’ordre indiqué dans la recette. xyxy=(434,474,754,484)
list-item: • N’insérez pas d’objets métalliques ou de substances étrangères dans les évents. xyxy=(42,1375,411,1385)
list-item: • Non utilizzare più di 560 g di farina e 9 g, 12 g, 14 g di lievito rispettivamente per i programmi pane generale, pane super rapido, e torta di pasqua. xyxy=(1219,80,1589,140)
note-icon: ≡ xyxy=(440,665,451,676)
first-use-heading: Avant la première utilisation xyxy=(434,256,803,271)
step: 2 Retirez toutes les étiquettes collées sur l’appareil. xyxy=(434,285,618,295)
list-item: • Ne touchez pas aux pièces mobiles. xyxy=(42,1354,411,1364)
danger-heading: Pericolo xyxy=(827,1400,858,1409)
ingredient-heading: Farine à pain xyxy=(827,567,875,577)
list-item: • Laissez toujours refroidir l’appareil avant de le nettoyer ou de le déplacer. xyxy=(42,1268,411,1278)
list-item: • N’ouvrez pas le couvercle pendant la cuisson car la pâte ou le pain risquerait de retomber. xyxy=(42,909,411,919)
danger-heading: Danger xyxy=(42,124,69,133)
list-item: • Débranchez la machine à pain avant de commencer à la nettoyer. xyxy=(832,87,1190,97)
list-item: • Per rimuovere la marmellata dal recipiente del pane, sollevare il recipiente con entrambe le mani rivestite con guanti da forno e versare la marmellata calda. xyxy=(1219,376,1589,396)
column-3 xyxy=(827,40,1196,1957)
list-item: • N’ajoutez pas plus de quantités que celles indiquées dans la recette car cela pourrait endommager la machine à pain. xyxy=(440,531,797,550)
result-text: ↳ La machine à pain passe en mode de programmation. xyxy=(434,1120,803,1130)
list-item: • Non utilizzare mai utensili per mescolare gli ingredienti nel recipiente del pane durante un programma di cottura. xyxy=(1219,333,1589,354)
ingredient-heading: Œuf xyxy=(827,998,842,1007)
step: 2 Versez le lait dans le récipient à yaourt. xyxy=(434,1598,583,1607)
accessories-heading: Accessori xyxy=(1219,1435,1589,1451)
list-item: • Nel caso in cui il cavo di alimentazione fosse danneggiato, dovrà essere sostituito presso i centri autorizzati Philips, i rivenditori specializzati oppure da personale debitamente qualificato, per evitare situazioni pericolose. xyxy=(827,1777,1196,1875)
step: 3 Appuyez sur ⚖ (bouton de poids du pain) à plusieurs reprises pour sélectionner le poids du pain. xyxy=(434,831,781,841)
table-row: 2 Moule à pain 5 Mesure graduée xyxy=(434,173,803,190)
section-heading: 1 Important xyxy=(42,82,138,101)
backup-text: Cet appareil est doté d’une fonction de sauvegarde mémorisant l’étape atteinte au moment de la coupure de courant, dès lors que le courant est rétabli dans les 10 minutes. Si la coupure de courant a lieu en cours de cuisson, le programmateur reprend là où il s’était arrêté, une fois le courant rétabli. Si la coupure de courant dure plus de 10 minutes et qu’elle a lieu en cours de cuisson, la machine à pain retourne automatiquement au réglage prédéfini une fois le courant rétabli. Ouvrez la machine à pain, videz-la et recommencez. Si vous avez réglé le programmateur et que la cuisson programmée n’avait pas encore démarré au moment de la coupure de courant, la machine à pain retourne automatiquement au réglage prédéfini une fois le courant rétabli. Ouvrez la machine à pain, videz-la et recommencez. xyxy=(42,1616,410,1696)
result-text: ↳ Le temps de cuisson total apparaît sur l’afficheur. xyxy=(434,1084,803,1094)
table-row: 3 Coloration de la croûte 7 Bouton marche/arrêt/annulation xyxy=(434,97,803,114)
list-item: • Lasciare uno spazio libero di almeno 10 cm sopra, dietro e su entrambi i lati dell’apparecchio per evitare che il calore irradiato lo danneggi. xyxy=(1219,811,1589,831)
list-item: • Tenere l’apparecchio e il relativo cavo lontano dalla portata di bambini di età inferiore agli 8 anni. Assicuratevi che il cavo di alimentazione non penda dal bordo del tavolo o dal piano di lavoro su cui è posizionato l’apparecchio. xyxy=(827,1678,1196,1776)
section-heading: 2 Introduction xyxy=(42,1708,156,1727)
table-row: 1 Augmentation du programmateur 5 Poids du pain xyxy=(434,64,803,81)
paragraph: Récipient à yaourt avec couvercle : xyxy=(827,400,948,410)
list-item: • Non avvicinare il viso o le mani ai fori di uscita del vapore e di ventilazione mentre l’apparecchio è in funzione. xyxy=(1219,259,1589,279)
list-item: • Assurez-vous que le poids sélectionné correspond à la quantité d’ingrédients de la recette sélectionnée. xyxy=(434,844,803,864)
list-item: • Pour éviter d’endommager l’appareil, ne placez pas le moule à pain ou tout autre objet sur l’appareil. xyxy=(42,1451,411,1461)
list-item: • Ne plongez pas le moule à pain dans l’eau et ne passez pas au lave-vaisselle. xyxy=(827,362,1196,372)
main-unit-table xyxy=(1219,1302,1589,1336)
step: 1 Pour éteindre la machine à café, débranchez le cordon d’alimentation de la prise secteur. xyxy=(434,1318,754,1327)
list-item: • Assurez-vous que le récipient à yaourt a été soigneusement lavé à l’eau chaude savonneuse et est sec avant de faire du yaourt. xyxy=(440,1525,797,1544)
step: 1 Retirez l’appareil de l’emballage. Veillez à ne pas jeter la lame de pétrissage. xyxy=(434,274,713,283)
list-item: • Quest’apparecchio può essere usato da bambini da 8 anni in su e da persone con capacità mentali, fisiche o sensoriali ridotte, prive di esperienza o conoscenze adatte, a condizione che tali persone abbiano ricevuto assistenza o formazione per utilizzare l’apparecchio in maniera sicura e capiscano i potenziali pericoli associati a tale uso. xyxy=(827,1459,1196,1597)
list-item: • Vous pouvez choisir une coloration de croûte allant du clair au foncé. xyxy=(434,819,803,829)
column-1 xyxy=(42,40,411,1851)
list-item: • Branchez l’appareil uniquement sur une prise murale mise à la terre. Assurez-vous toujours que la fiche d’alimentation est correctement insérée dans la prise murale. xyxy=(42,803,411,823)
language-code: IT xyxy=(834,1310,848,1328)
table-row: 1 Lama per impastare 4 Misurino xyxy=(1220,1454,1589,1471)
list-item: • Faites attention à la vapeur brûlante s’échappant des évents lors de la cuisson ou s’échappant de la machine à pain lorsque vous ouvrez le couvercle pendant ou après la cuisson. xyxy=(42,1321,411,1342)
list-item: • Veillez à enlever tous les résidus d’aliments collés à la machine à pain. xyxy=(827,200,1196,210)
crossed-bin-icon xyxy=(1551,867,1589,911)
note-icon: ≡ xyxy=(440,1509,451,1520)
list-item: • Insérez toujours le moule à pain dans l’appareil avant de le brancher sur le secteur et de l’allumer. xyxy=(42,1246,411,1256)
section-heading: 7 Ingrédients du pain xyxy=(827,541,996,560)
paragraph: Surface du couvercle et extérieur du corps de l’appareil : xyxy=(827,270,1021,280)
list-item: • Ne plongez jamais le corps de la machine à pain dans l’eau ou tout autre liquide, et ne les rincez pas sous le robinet. xyxy=(42,135,411,156)
paragraph: À l’intérieur du couvercle et du corps de l’appareil : xyxy=(827,176,1001,186)
list-item: • N’exposez pas l’appareil à des températures élevées, ne le placez pas sur une plaque chauffante ou une cuisinière en cours de fonctionnement ou encore chaude. xyxy=(42,1214,411,1235)
list-item: • Attendez que la machine à pain ait suffisamment refroidi avant de la nettoyer. xyxy=(832,97,1190,107)
ingredient-heading: Sel xyxy=(827,951,839,960)
ingredient-heading: Levure xyxy=(827,872,852,882)
step: 2 Sélectionnez le programme, le poids du pain et la coloration de la croûte correspondant à votre recette. xyxy=(434,1072,803,1081)
list-item: • Ci sono due situazioni in cui potrete restituire gratuitamente il prodotto vecchio a un rivenditore: xyxy=(1219,901,1544,922)
list-item: • Débranchez toujours l’appareil après utilisation. xyxy=(42,1257,411,1268)
list-item: • Lorsque vous videz la confiture brûlante du moule à pain, soulevez ce dernier à deux mains en utilisant des gants de cuisine. xyxy=(42,994,411,1015)
list-item: • Évitez le contact de la levure avec le sel. xyxy=(434,498,803,508)
list-item: • Durante il processo di cottura, l’apparecchio ed il coperchio diventano estremamente caldi. Fare attenzione a non scottarsi. xyxy=(1219,301,1589,321)
step: 3 Ajoutez du yaourt dans le récipient à yaourt et mélangez bien. xyxy=(434,1609,661,1619)
list-item: • Si nécessaire, utilisez une spatule pour détacher le mélange collant à la paroi du moule. xyxy=(434,604,803,614)
step: 4 Mesurez les ingrédients pour la recette de votre choix (voir le livret de recettes). xyxy=(434,438,722,448)
recycling-section xyxy=(42,1468,411,1529)
list-item: • Non aprire il coperchio durante il processo di cottura, poiché questo potrebbe provocare un afflosciamento della pasta o del pane. xyxy=(1219,280,1589,300)
step: 2 À l’aide de maniques ou de gants de cuisine, ouvrez le couvercle et tournez le moule à pain dans le sens inverse des aiguilles d’une montre. xyxy=(434,1330,790,1349)
section-heading: 5 Nettoyage et entretien xyxy=(827,42,1019,61)
section-heading: 1 Importante xyxy=(827,1347,933,1367)
section-heading: 4 Utilisation de votre machine à pain xyxy=(434,228,719,248)
ingredient-text: La farine de maïs et la farine d’avoine sont à base de maïs et d’avoine respectivement. Elles sont les ingrédients supplémentaires d’un pain rugueux et sont utilisées pour améliorer le goût et la texture. xyxy=(827,752,1174,772)
list-item: • Pendant la cuisson, l’appareil et le couvercle deviennent extrêmement chauds. Prenez garde de ne pas vous brûler. xyxy=(42,920,411,940)
note-box: ≡ Remarque • N’utilisez pas d’ustensiles métalliques pour détacher le pain car ils pourraient endommager le revêtement antiadhésif du moule à pain. • Attention : le moule à pain et le pain sont brûlants. xyxy=(434,1376,803,1431)
exterior-heading: Extérieur xyxy=(827,252,1196,268)
step: 4 Séchez soigneusement tous les éléments avant d’utiliser l’appareil. xyxy=(434,370,679,380)
list-item: • Non toccare le parti in movimento. xyxy=(1219,734,1589,745)
